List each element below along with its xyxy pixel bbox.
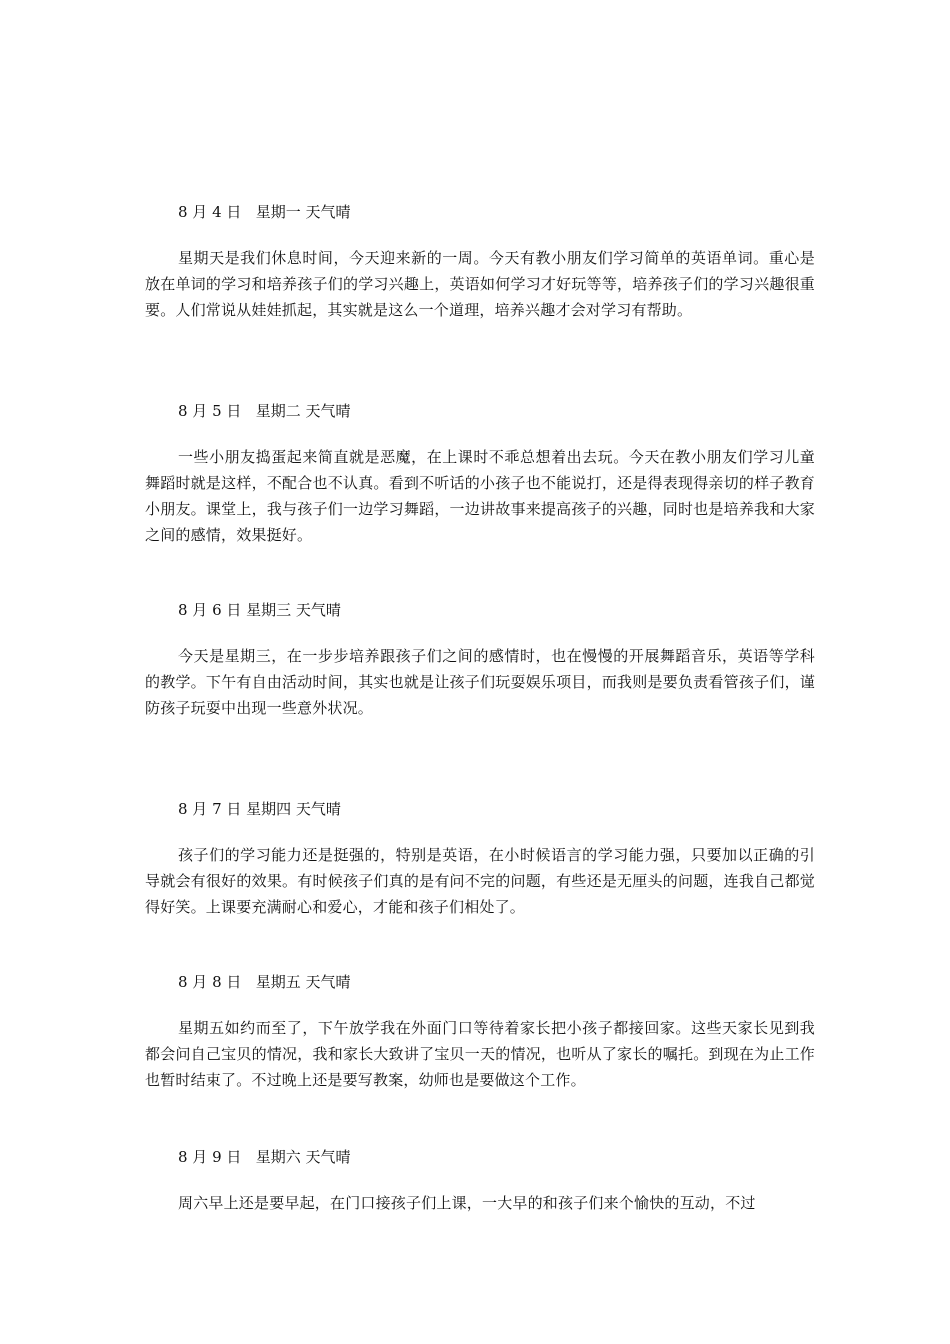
- diary-entry: [145, 597, 815, 721]
- entry-paragraph: 星期天是我们休息时间，今天迎来新的一周。今天有教小朋友们学习简单的英语单词。重心是放在单词的学习和培养孩子们的学习兴趣上，英语如何学习才好玩等等，培养孩子们的学习兴趣很重要。人们常说从娃娃抓起，其实就是这么一个道理，培养兴趣才会对学习有帮助。: [145, 249, 815, 319]
- entry-paragraph: 今天是星期三，在一步步培养跟孩子们之间的感情时，也在慢慢的开展舞蹈音乐，英语等学科的教学。下午有自由活动时间，其实也就是让孩子们玩耍娱乐项目，而我则是要负责看管孩子们，谨防孩子玩耍中出现一些意外状况。: [145, 647, 815, 717]
- entry-date: 8 月 8 日 星期五 天气晴: [178, 973, 351, 991]
- diary-entry: [145, 1144, 815, 1216]
- entry-paragraph: 星期五如约而至了，下午放学我在外面门口等待着家长把小孩子都接回家。这些天家长见到我都会问自己宝贝的情况，我和家长大致讲了宝贝一天的情况，也听从了家长的嘱托。到现在为止工作也暂时结束了。不过晚上还是要写教案，幼师也是要做这个工作。: [145, 1019, 815, 1089]
- diary-entry: [145, 398, 815, 548]
- diary-entry: [145, 969, 815, 1093]
- diary-entry: [145, 199, 815, 323]
- entry-date: 8 月 5 日 星期二 天气晴: [178, 402, 351, 420]
- entry-date: 8 月 6 日 星期三 天气晴: [178, 601, 341, 619]
- entry-date: 8 月 7 日 星期四 天气晴: [178, 800, 341, 818]
- entry-paragraph: 孩子们的学习能力还是挺强的，特别是英语，在小时候语言的学习能力强，只要加以正确的引导就会有很好的效果。有时候孩子们真的是有问不完的问题，有些还是无厘头的问题，连我自己都觉得好笑。上课要充满耐心和爱心，才能和孩子们相处了。: [145, 846, 815, 916]
- entry-date: 8 月 4 日 星期一 天气晴: [178, 203, 351, 221]
- entry-paragraph: 一些小朋友捣蛋起来简直就是恶魔，在上课时不乖总想着出去玩。今天在教小朋友们学习儿童舞蹈时就是这样，不配合也不认真。看到不听话的小孩子也不能说打，还是得表现得亲切的样子教育小朋友。课堂上，我与孩子们一边学习舞蹈，一边讲故事来提高孩子的兴趣，同时也是培养我和大家之间的感情，效果挺好。: [145, 448, 815, 544]
- diary-entry: [145, 796, 815, 920]
- entry-date: 8 月 9 日 星期六 天气晴: [178, 1148, 351, 1166]
- entry-paragraph: 周六早上还是要早起，在门口接孩子们上课，一大早的和孩子们来个愉快的互动，不过: [178, 1194, 756, 1212]
